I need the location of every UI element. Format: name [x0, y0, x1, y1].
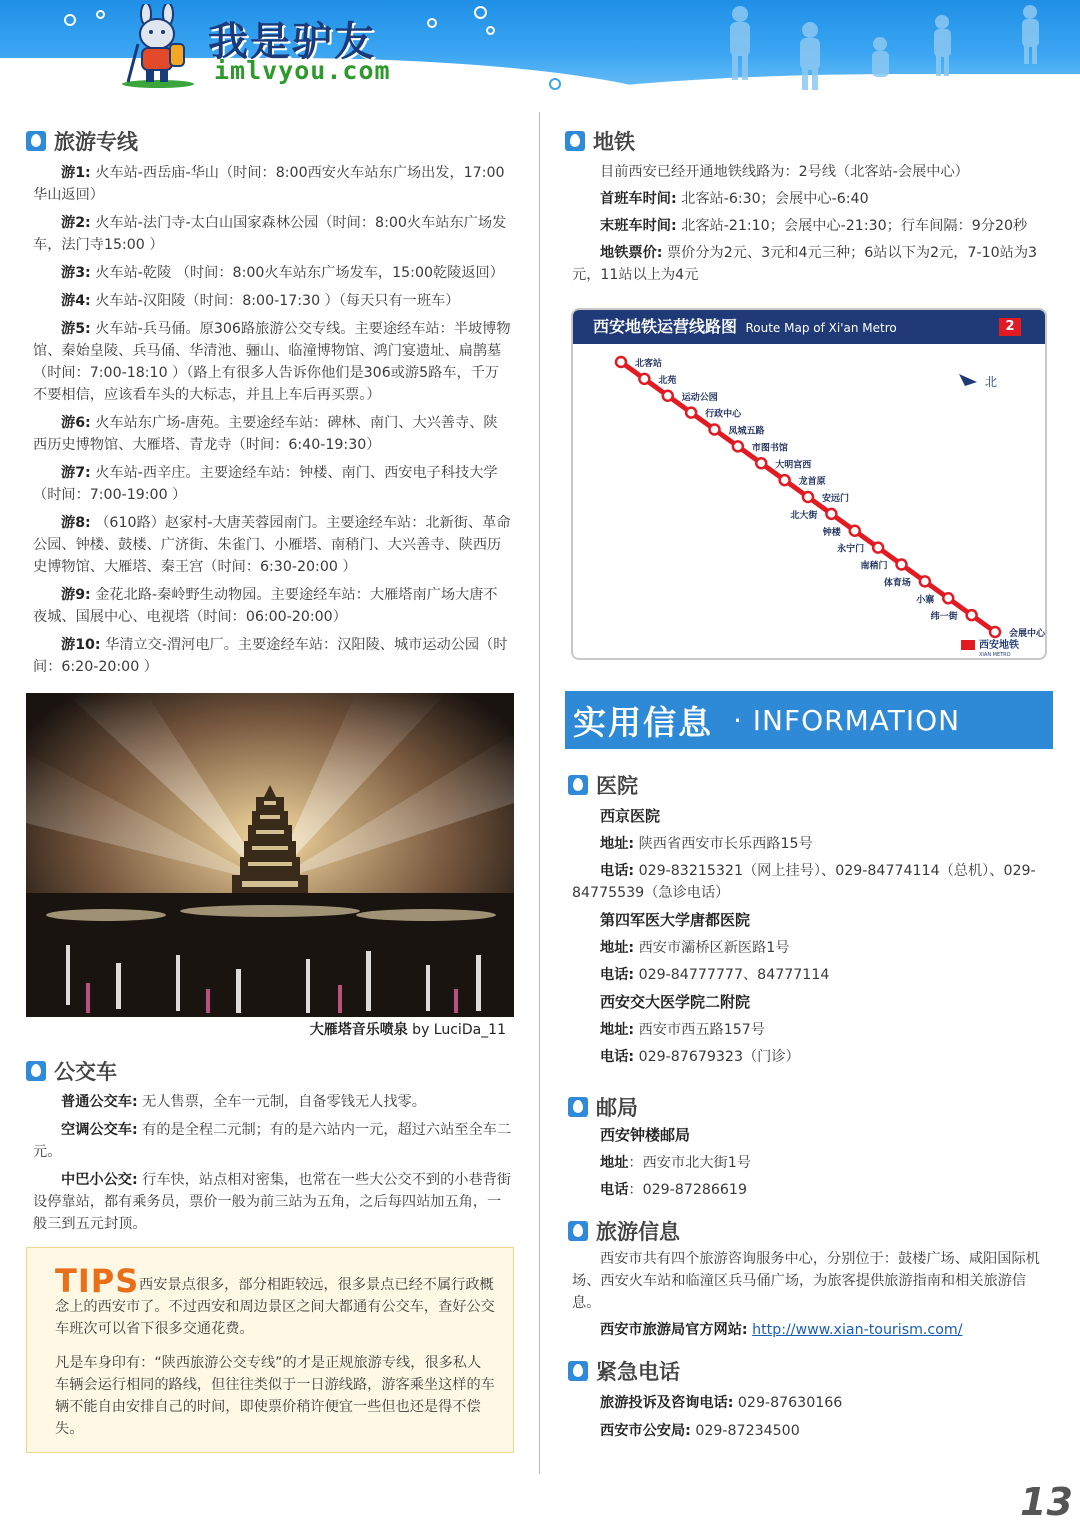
section-title-bus: 公交车: [26, 1056, 117, 1086]
address-text: 西安市灞桥区新医路1号: [634, 940, 790, 956]
tour-line-item: [33, 412, 511, 456]
bus-type-text: 无人售票，全车一元制，自备零钱无人找零。: [137, 1094, 426, 1110]
tips-box: [26, 1247, 514, 1453]
section-title-hospital: 医院: [568, 770, 638, 800]
phone-text: 029-87679323（门诊）: [634, 1049, 800, 1065]
station-label: 市图书馆: [751, 443, 788, 454]
tour-line-label: 游5:: [61, 321, 91, 337]
station-label: 北客站: [635, 359, 663, 369]
post-office-info: 西安钟楼邮局 地址：西安市北大街1号 电话：029-87286619: [600, 1126, 751, 1198]
section-bullet-icon: [568, 1097, 588, 1117]
station-label: 安远门: [822, 494, 850, 504]
station-label: 南稍门: [860, 561, 888, 572]
tour-line-label: 游3:: [61, 265, 91, 281]
tour-line-text: 华清立交-渭河电厂。主要途经车站：汉阳陵、城市运动公园（时间：6:20-20:00 ）: [33, 637, 508, 675]
tour-line-label: 游8:: [61, 515, 91, 531]
bus-type-text: 有的是全程二元制；有的是六站内一元，超过六站至全车二元。: [33, 1122, 512, 1160]
bus-type-text: 行车快，站点相对密集，也常在一些大公交不到的小巷背街设停靠站，都有乘务员，票价一般为前三站为五角，之后每四站加五角，一般三到五元封顶。: [33, 1172, 512, 1232]
tour-line-label: 游2:: [61, 215, 91, 231]
emergency-label: 西安市公安局:: [600, 1423, 691, 1439]
tour-line-text: 火车站-西岳庙-华山（时间：8:00西安火车站东广场出发，17:00华山返回）: [33, 165, 505, 203]
hospital-address: [572, 937, 1042, 959]
bubble-icon: [486, 26, 495, 35]
section-bullet-icon: [26, 131, 46, 151]
address-label: 地址:: [600, 1022, 635, 1038]
station-marker: [780, 475, 790, 485]
metro-intro: 目前西安已经开通地铁线路为：2号线（北客站-会展中心）: [600, 164, 969, 180]
metro-info-item: [572, 188, 1042, 210]
metro-route-map: [571, 308, 1047, 660]
metro-info-text: 票价分为2元、3元和4元三种；6站以下为2元，7-10站为3元，11站以上为4元: [572, 245, 1038, 283]
station-label: 小寨: [916, 595, 935, 606]
hospital-phone: [572, 1046, 1042, 1068]
metro-map-header: 西安地铁运营线路图 Route Map of Xi'an Metro: [573, 310, 1047, 344]
section-title-tour-lines: 旅游专线: [26, 126, 138, 156]
emergency-item: [572, 1392, 1042, 1414]
tour-lines-list: [33, 162, 511, 684]
station-marker: [967, 610, 977, 620]
bus-type-label: 中巴小公交:: [61, 1172, 138, 1188]
station-label: 北苑: [658, 375, 677, 386]
station-label: 龙首原: [798, 477, 826, 488]
tourism-website-link[interactable]: http://www.xian-tourism.com/: [752, 1322, 963, 1338]
logo-title: 我是驴友: [208, 19, 376, 65]
hospital-name-text: 第四军医大学唐都医院: [600, 911, 751, 929]
hospital-phone: [572, 964, 1042, 986]
bus-info-item: [33, 1091, 511, 1113]
section-bullet-icon: [568, 775, 588, 795]
address-label: 地址:: [600, 940, 635, 956]
station-label: 永宁门: [837, 544, 865, 555]
tour-info-text: 西安市共有四个旅游咨询服务中心，分别位于：鼓楼广场、咸阳国际机场、西安火车站和临潼区兵马俑广场，为旅客提供旅游指南和相关旅游信息。: [572, 1251, 1040, 1311]
tips-paragraph-2: 凡是车身印有：“陕西旅游公交专线”的才是正规旅游专线，很多私人车辆会运行相同的路线，但往往类似于一日游线路，游客乘坐这样的车辆不能自由安排自己的时间，即使票价稍许便宜一些但也还是得不偿失。: [55, 1355, 495, 1437]
column-divider: [539, 112, 540, 1474]
tour-line-label: 游1:: [61, 165, 91, 181]
tour-line-item: [33, 462, 511, 506]
hospital-phone: [572, 860, 1042, 904]
bus-info-item: [33, 1169, 511, 1235]
tour-line-text: 火车站-法门寺-太白山国家森林公园（时间：8:00火车站东广场发车，法门寺15:00 ）: [33, 215, 507, 253]
station-label: 纬一街: [930, 612, 958, 623]
emergency-list: [572, 1392, 1042, 1448]
station-marker: [873, 543, 883, 553]
north-label: 北: [985, 375, 998, 389]
tour-line-item: [33, 290, 511, 312]
emergency-label: 旅游投诉及咨询电话:: [600, 1395, 734, 1411]
station-label: 钟楼: [822, 527, 841, 538]
section-bullet-icon: [568, 1221, 588, 1241]
bubble-icon: [474, 6, 487, 19]
tips-paragraph-1: 西安景点很多，部分相距较远，很多景点已经不属行政概念上的西安市了。不过西安和周边景区之间大都通有公交车，查好公交车班次可以省下很多交通花费。: [55, 1277, 495, 1337]
tour-site-row: 西安市旅游局官方网站: http://www.xian-tourism.com/: [600, 1322, 963, 1338]
address-text: 陕西省西安市长乐西路15号: [634, 836, 813, 852]
station-marker: [639, 374, 649, 384]
section-bullet-icon: [565, 131, 585, 151]
tour-line-text: 火车站-西辛庄。主要途经车站：钟楼、南门、西安电子科技大学（时间：7:00-19:00 ）: [33, 465, 498, 503]
tour-line-text: 火车站-乾陵 （时间：8:00火车站东广场发车，15:00乾陵返回）: [90, 265, 504, 281]
header-banner: [0, 0, 1080, 95]
metro-brand: 西安地铁: [979, 640, 1019, 651]
station-label: 行政中心: [705, 409, 742, 420]
hospital-name-text: 西安交大医学院二附院: [600, 993, 751, 1011]
phone-label: 电话:: [600, 967, 635, 983]
phone-text: 029-83215321（网上挂号）、029-84774114（总机）、029-84775539（急诊电话）: [572, 863, 1036, 901]
section-bullet-icon: [568, 1361, 588, 1381]
tour-line-item: [33, 212, 511, 256]
bubble-icon: [96, 10, 105, 19]
station-marker: [850, 526, 860, 536]
station-marker: [826, 509, 836, 519]
tour-line-text: 火车站东广场-唐苑。主要途经车站：碑林、南门、大兴善寺、陕西历史博物馆、大雁塔、青龙寺（时间：6:40-19:30）: [33, 415, 498, 453]
section-title-emergency: 紧急电话: [568, 1356, 680, 1386]
bus-type-label: 普通公交车:: [61, 1094, 138, 1110]
metro-info-label: 首班车时间:: [600, 191, 677, 207]
metro-info-text: 北客站-21:10；会展中心-21:30；行车间隔：9分20秒: [676, 218, 1028, 234]
hospital-name: [572, 805, 1042, 828]
section-title-post-office: 邮局: [568, 1092, 638, 1122]
station-marker: [803, 492, 813, 502]
tour-line-label: 游10:: [61, 637, 101, 653]
logo-url: imlvyou.com: [214, 56, 391, 85]
address-label: 地址:: [600, 836, 635, 852]
tips-heading: TIPS: [55, 1262, 140, 1300]
post-office-name: 西安钟楼邮局: [600, 1126, 691, 1144]
metro-info-label: 末班车时间:: [600, 218, 677, 234]
compass-north-icon: [959, 374, 977, 386]
tour-line-item: [33, 318, 511, 406]
station-marker: [897, 560, 907, 570]
bubble-icon: [549, 78, 561, 90]
station-marker: [710, 425, 720, 435]
line-number-badge: 2: [999, 318, 1021, 336]
section-bullet-icon: [26, 1061, 46, 1081]
station-marker: [663, 391, 673, 401]
station-label: 大明宫西: [775, 460, 812, 471]
station-label: 运动公园: [681, 392, 718, 403]
metro-info-label: 地铁票价:: [600, 245, 663, 261]
station-marker: [686, 408, 696, 418]
station-label: 北大街: [790, 510, 818, 521]
tour-line-item: [33, 512, 511, 578]
tour-line-text: 火车站-汉阳陵（时间：8:00-17:30 ）（每天只有一班车）: [90, 293, 460, 309]
phone-text: 029-84777777、84777114: [634, 967, 830, 983]
station-marker: [943, 593, 953, 603]
tour-line-text: 火车站-兵马俑。原306路旅游公交专线。主要途经车站：半坡博物馆、秦始皇陵、兵马俑、华清池、骊山、临潼博物馆、鸿门宴遗址、扁鹊墓（时间：7:00-18:10 ）（路上有很多人告诉你他们是306或游5路车，千万不要相信，应该看车头的大标志，并且上车后再买票。）: [33, 321, 511, 403]
emergency-item: [572, 1420, 1042, 1442]
hospital-address: [572, 1019, 1042, 1041]
hospital-name: [572, 909, 1042, 932]
tour-line-label: 游6:: [61, 415, 91, 431]
tour-line-item: [33, 162, 511, 206]
metro-brand-en: XIAN METRO: [979, 652, 1011, 658]
metro-info-list: [572, 188, 1042, 291]
section-title-tour-info: 旅游信息: [568, 1216, 680, 1246]
hospital-address: [572, 833, 1042, 855]
bus-type-label: 空调公交车:: [61, 1122, 138, 1138]
bus-info-list: [33, 1091, 511, 1241]
tour-line-label: 游7:: [61, 465, 91, 481]
phone-label: 电话:: [600, 1049, 635, 1065]
metro-line-diagram: [573, 344, 1047, 660]
metro-logo-icon: [961, 640, 975, 650]
tour-line-label: 游9:: [61, 587, 91, 603]
phone-label: 电话:: [600, 863, 635, 879]
hospital-list: [572, 805, 1042, 1073]
bubble-icon: [64, 14, 76, 26]
hospital-name-text: 西京医院: [600, 807, 661, 825]
hikers-silhouette-icon: [700, 0, 1080, 95]
station-marker: [920, 576, 930, 586]
station-marker: [616, 357, 626, 367]
metro-info-text: 北客站-6:30；会展中心-6:40: [676, 191, 869, 207]
hospital-name: [572, 991, 1042, 1014]
bubble-icon: [427, 18, 437, 28]
donkey-mascot-icon: [118, 4, 204, 88]
station-marker: [733, 441, 743, 451]
fountain-photo: [26, 693, 514, 1017]
metro-info-item: [572, 215, 1042, 237]
emergency-number: 029-87630166: [733, 1395, 843, 1411]
tour-line-label: 游4:: [61, 293, 91, 309]
address-text: 西安市西五路157号: [634, 1022, 765, 1038]
photo-caption: 大雁塔音乐喷泉 by LuciDa_11: [309, 1022, 506, 1038]
page-number: 13: [1020, 1480, 1073, 1524]
tour-line-text: （610路）赵家村-大唐芙蓉园南门。主要途经车站：北新街、革命公园、钟楼、鼓楼、广济街、朱雀门、小雁塔、南稍门、大兴善寺、陕西历史博物馆、大雁塔、秦王宫（时间：6:30-20:00 ）: [33, 515, 511, 575]
metro-info-item: [572, 242, 1042, 286]
tour-line-item: [33, 262, 511, 284]
tour-line-item: [33, 584, 511, 628]
tour-line-item: [33, 634, 511, 678]
station-label: 会展中心: [1009, 629, 1046, 639]
information-banner: 实用信息 · INFORMATION: [565, 691, 1053, 749]
station-label: 凤城五路: [728, 426, 765, 437]
station-marker: [756, 458, 766, 468]
station-marker: [990, 627, 1000, 637]
tour-line-text: 金花北路-秦岭野生动物园。主要途经车站：大雁塔南广场大唐不夜城、国展中心、电视塔（时间：06:00-20:00）: [33, 587, 498, 625]
station-label: 体育场: [883, 578, 911, 589]
section-title-metro: 地铁: [565, 126, 635, 156]
emergency-number: 029-87234500: [690, 1423, 800, 1439]
bus-info-item: [33, 1119, 511, 1163]
